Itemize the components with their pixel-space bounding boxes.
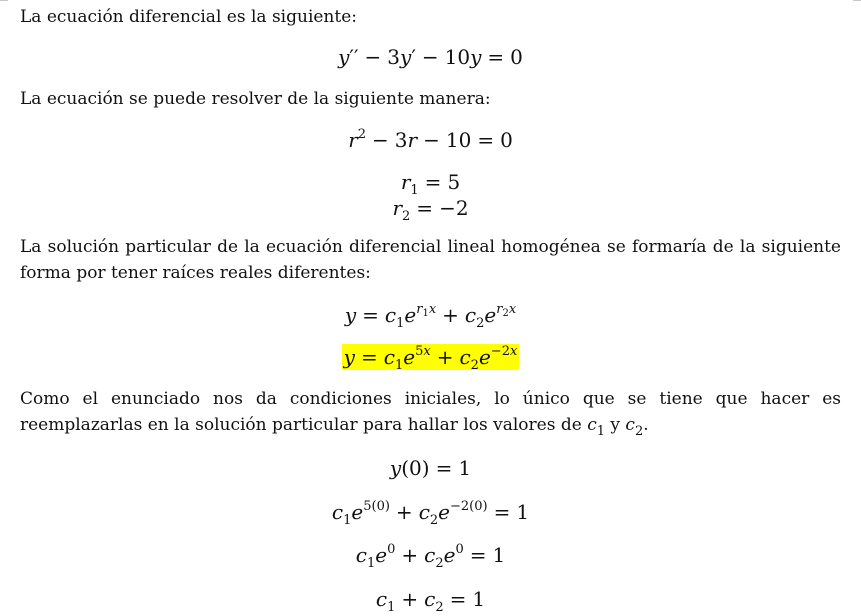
paragraph-initial-conditions-text: Como el enunciado nos da condiciones iniciales, lo único que se tiene que hacer es reemplazarlas en la solución particular para hallar los valores de (20, 389, 841, 435)
equation-initial-condition: y(0) = 1 (389, 456, 472, 480)
equation-root-1: $r_1 = 5$ (400, 170, 461, 198)
equation-sum-constants: $c_1 + c_2 = 1$ (375, 587, 486, 615)
equation-general-form: $y = c_1e^{r_1x} + c_2e^{r_2x}$ (344, 302, 517, 331)
conjunction-text: y (605, 415, 626, 435)
paragraph-intro: La ecuación diferencial es la siguiente: (20, 7, 358, 27)
equation-general-solution-highlighted: $y = c_1e^{5x} + c_2e^{-2x}$ (343, 344, 518, 373)
equation-ode: y′′ − 3y′ − 10y = 0 (338, 45, 523, 69)
paragraph-method: La ecuación se puede resolver de la siguiente manera: (20, 89, 491, 109)
equation-simplified: $c_1e^0 + c_2e^0 = 1$ (355, 542, 506, 571)
equation-substituted: $c_1e^{5(0)} + c_2e^{-2(0)} = 1$ (331, 499, 530, 528)
paragraph-initial-conditions: Como el enunciado nos da condiciones iniciales, lo único que se tiene que hacer es reemplazarlas en la solución particular para hallar los valores de $c_1$ y $c_2$. (20, 389, 841, 439)
equation-characteristic: $r^2 - 3r - 10 = 0$ (348, 127, 513, 152)
page-corner-mark-right (853, 0, 861, 1)
equation-root-2: $r_2 = -2$ (392, 196, 469, 224)
period-text: . (643, 415, 649, 435)
page-corner-mark-left (0, 0, 8, 1)
paragraph-particular-solution: La solución particular de la ecuación diferencial lineal homogénea se formaría de la siguiente forma por tener raíces reales diferentes: (20, 237, 841, 283)
